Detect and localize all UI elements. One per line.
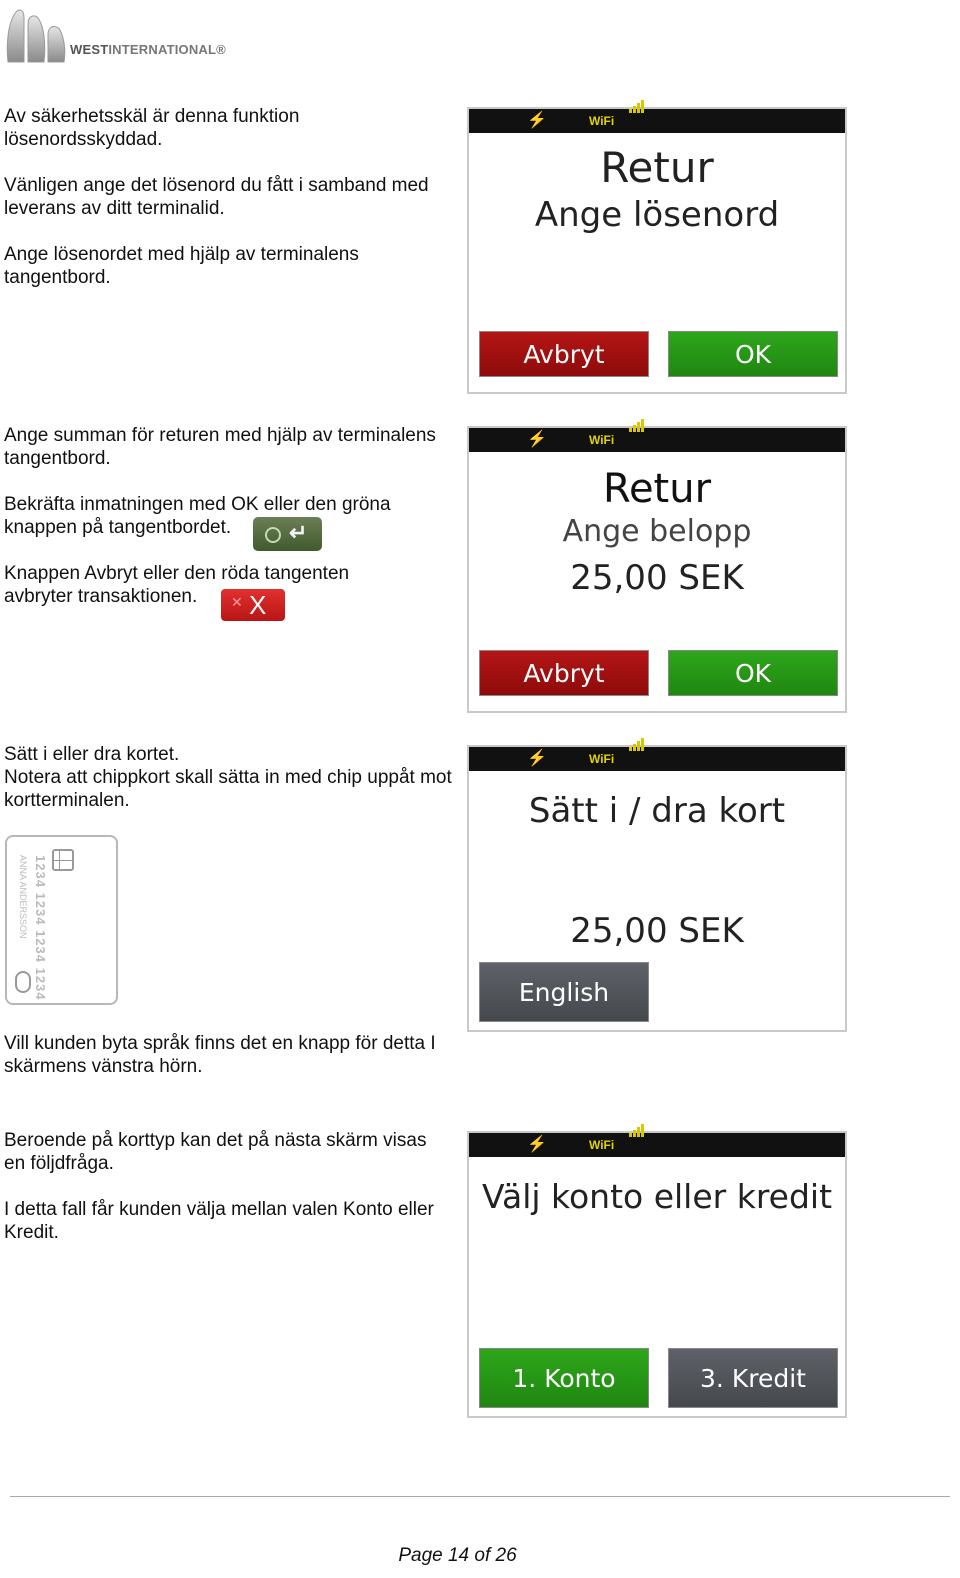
- enter-arrow-icon: ↵: [289, 520, 308, 545]
- amount-display: 25,00 SEK: [570, 558, 744, 598]
- terminal-screen-amount: [467, 426, 847, 713]
- konto-option-button[interactable]: 1. Konto: [479, 1348, 649, 1408]
- page-number: Page 14 of 26: [398, 1545, 517, 1566]
- power-icon: ⚡: [527, 750, 547, 767]
- ok-button[interactable]: OK: [668, 650, 838, 696]
- section1-paragraph-2: Vänligen ange det lösenord du fått i samband med leverans av ditt terminalid.: [4, 175, 429, 219]
- section3-text: [4, 743, 454, 812]
- terminal-screen-account-credit: [467, 1131, 847, 1418]
- section1-paragraph-1: Av säkerhetsskäl är denna funktion lösenordsskyddad.: [4, 106, 300, 150]
- section4-text: [4, 1129, 444, 1244]
- section2-paragraph-2: Bekräfta inmatningen med OK eller den gröna knappen på tangentbordet.: [4, 494, 391, 538]
- section2-text: [4, 424, 454, 608]
- power-icon: ⚡: [527, 431, 547, 448]
- section2-paragraph-3: Knappen Avbryt eller den röda tangenten avbryter transaktionen.: [4, 563, 350, 607]
- logo-wordmark: WESTINTERNATIONAL®: [70, 42, 226, 57]
- status-bar: [469, 109, 845, 133]
- large-x-icon: X: [249, 590, 267, 620]
- cancel-button[interactable]: Avbryt: [479, 331, 649, 377]
- wifi-label: WiFi: [589, 114, 615, 128]
- section4-paragraph-1: Beroende på korttyp kan det på nästa skärm visas en följdfråga.: [4, 1130, 427, 1174]
- terminal-screen-password: [467, 107, 847, 394]
- status-bar: [469, 747, 845, 771]
- small-x-icon: ✕: [231, 594, 243, 610]
- section4-paragraph-2: I detta fall får kunden välja mellan valen Konto eller Kredit.: [4, 1199, 434, 1243]
- green-ok-key-icon: [253, 517, 322, 551]
- wifi-label: WiFi: [589, 752, 615, 766]
- chip-icon: [52, 849, 74, 871]
- section3-paragraph-1a: Sätt i eller dra kortet.: [4, 744, 180, 765]
- wifi-label: WiFi: [589, 1138, 615, 1152]
- status-bar: [469, 1133, 845, 1157]
- english-language-button[interactable]: English: [479, 962, 649, 1022]
- card-hole-icon: [15, 971, 31, 993]
- footer-divider: [10, 1496, 950, 1497]
- section2-paragraph-1: Ange summan för returen med hjälp av terminalens tangentbord.: [4, 425, 436, 469]
- screen-title: Retur: [600, 143, 714, 192]
- payment-card-illustration: [5, 835, 118, 1005]
- terminal-screen-insert-card: [467, 745, 847, 1032]
- screen-title: Välj konto eller kredit: [481, 1177, 833, 1216]
- section1-text: [4, 105, 444, 289]
- section3-paragraph-1b: Notera att chippkort skall sätta in med chip uppåt mot kortterminalen.: [4, 767, 452, 811]
- circle-icon: [265, 527, 281, 543]
- screen-title: Sätt i / dra kort: [528, 791, 786, 831]
- card-holder-name: ANNA ANDERSSON: [18, 855, 28, 939]
- power-icon: ⚡: [527, 1136, 547, 1153]
- screen-subtitle: Ange lösenord: [534, 195, 780, 235]
- red-cancel-key-icon: [221, 589, 285, 621]
- section1-paragraph-3: Ange lösenordet med hjälp av terminalens tangentbord.: [4, 244, 359, 288]
- status-bar: [469, 428, 845, 452]
- card-number: 1234 1234 1234 1234: [33, 855, 48, 1001]
- wifi-label: WiFi: [589, 433, 615, 447]
- screen-subtitle: Ange belopp: [562, 514, 752, 549]
- amount-display: 25,00 SEK: [570, 911, 744, 951]
- kredit-option-button[interactable]: 3. Kredit: [668, 1348, 838, 1408]
- section3-paragraph-2: Vill kunden byta språk finns det en knapp för detta I skärmens vänstra hörn.: [4, 1033, 436, 1077]
- cancel-button[interactable]: Avbryt: [479, 650, 649, 696]
- screen-title: Retur: [602, 466, 712, 512]
- ok-button[interactable]: OK: [668, 331, 838, 377]
- power-icon: ⚡: [527, 112, 547, 129]
- section3-language-text: [4, 1032, 454, 1078]
